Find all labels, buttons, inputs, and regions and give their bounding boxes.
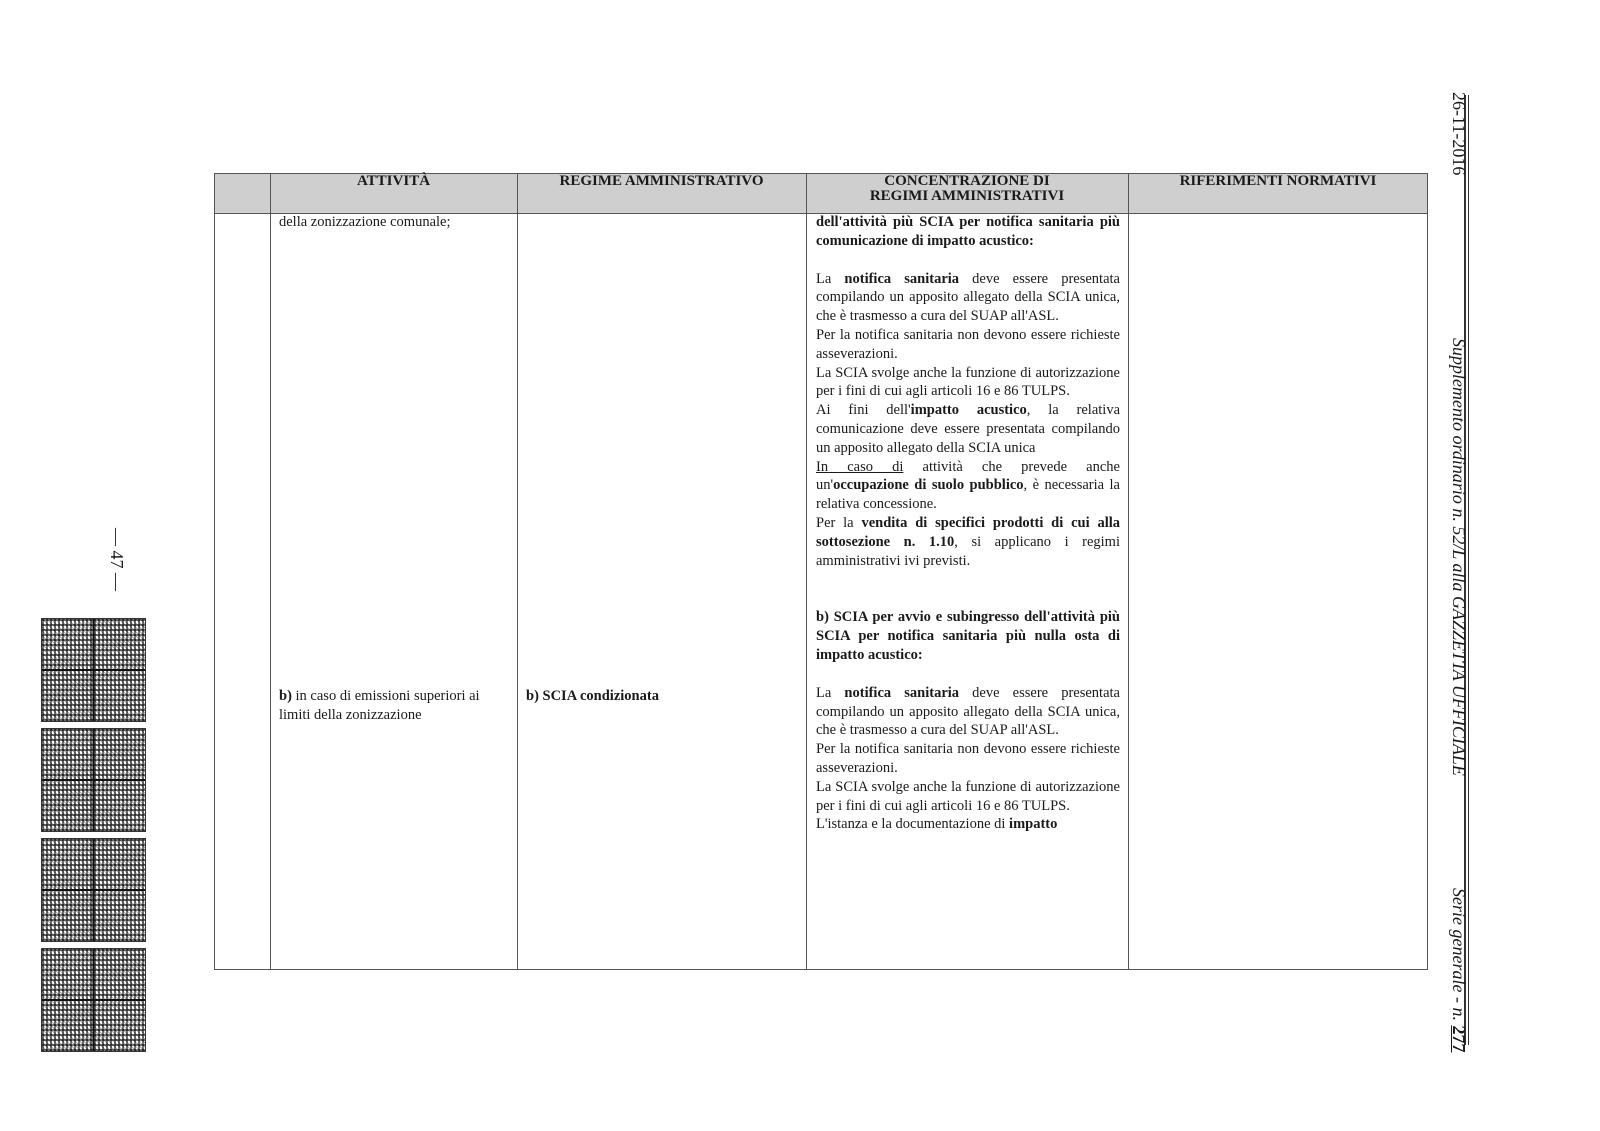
column-divider [270, 174, 271, 969]
column-divider [806, 174, 807, 969]
concentrazione-paragraph: La SCIA svolge anche la funzione di autorizzazione per i fini di cui agli articoli 16 e 86 TULPS. [816, 778, 1120, 814]
qr-code [41, 948, 146, 1052]
concentrazione-paragraph: La notifica sanitaria deve essere presentata compilando un apposito allegato della SCIA unica, che è trasmesso a cura del SUAP all'ASL. [816, 684, 1120, 739]
regime-cell-b [526, 687, 798, 706]
qr-code [41, 728, 146, 832]
attivita-text: in caso di emissioni superiori ai limiti della zonizzazione [279, 688, 480, 723]
header-regime-amministrativo: REGIME AMMINISTRATIVO [559, 173, 764, 189]
regime-text: b) SCIA condizionata [526, 688, 659, 704]
concentrazione-paragraph: L'istanza e la documentazione di impatto [816, 816, 1058, 833]
concentrazione-paragraph: La SCIA svolge anche la funzione di autorizzazione per i fini di cui agli articoli 16 e 86 TULPS. [816, 364, 1120, 400]
qr-code [41, 838, 146, 942]
concentrazione-paragraph: Ai fini dell'impatto acustico, la relativa comunicazione deve essere presentata compilando un apposito allegato della SCIA unica [816, 402, 1121, 456]
attivita-cell-b [279, 687, 511, 725]
column-divider [517, 174, 518, 969]
concentrazione-paragraph: Per la notifica sanitaria non devono essere richieste asseverazioni. [816, 326, 1120, 362]
publication-date: 26-11-2016 [1449, 92, 1469, 176]
concentrazione-paragraph: In caso di attività che prevede anche un'occupazione di suolo pubblico, è necessaria la relativa concessione. [816, 458, 1120, 513]
concentrazione-paragraph: Per la vendita di specifici prodotti di cui alla sottosezione n. 1.10, si applicano i regimi amministrativi ivi previsti. [816, 514, 1121, 569]
supplement-title: Supplemento ordinario n. 52/L alla GAZZETTA UFFICIALE [1449, 338, 1469, 776]
attivita-cell-top [279, 213, 511, 232]
concentrazione-paragraph: La notifica sanitaria deve essere presentata compilando un apposito allegato della SCIA unica, che è trasmesso a cura del SUAP all'ASL. [816, 270, 1120, 325]
column-divider [1128, 174, 1129, 969]
page-number: — 47 — [107, 528, 127, 591]
item-label: b) [279, 688, 292, 704]
concentrazione-intro: dell'attività più SCIA per notifica sanitaria più comunicazione di impatto acustico: [816, 214, 1120, 249]
header-concentrazione-regimi: CONCENTRAZIONE DI REGIMI AMMINISTRATIVI [869, 173, 1065, 204]
header-attivita: ATTIVITÀ [356, 173, 431, 189]
concentrazione-cell [816, 213, 1120, 834]
regimes-table [214, 173, 1428, 970]
qr-code [41, 618, 146, 722]
concentrazione-intro: b) SCIA per avvio e subingresso dell'attività più SCIA per notifica sanitaria più nulla osta di impatto acustico: [816, 609, 1120, 663]
attivita-text: della zonizzazione comunale; [279, 214, 451, 230]
header-riferimenti-normativi: RIFERIMENTI NORMATIVI [1179, 173, 1377, 189]
concentrazione-paragraph: Per la notifica sanitaria non devono essere richieste asseverazioni. [816, 741, 1120, 776]
table-header [215, 174, 1427, 214]
series-number: Serie generale - n. 277 [1449, 888, 1469, 1053]
